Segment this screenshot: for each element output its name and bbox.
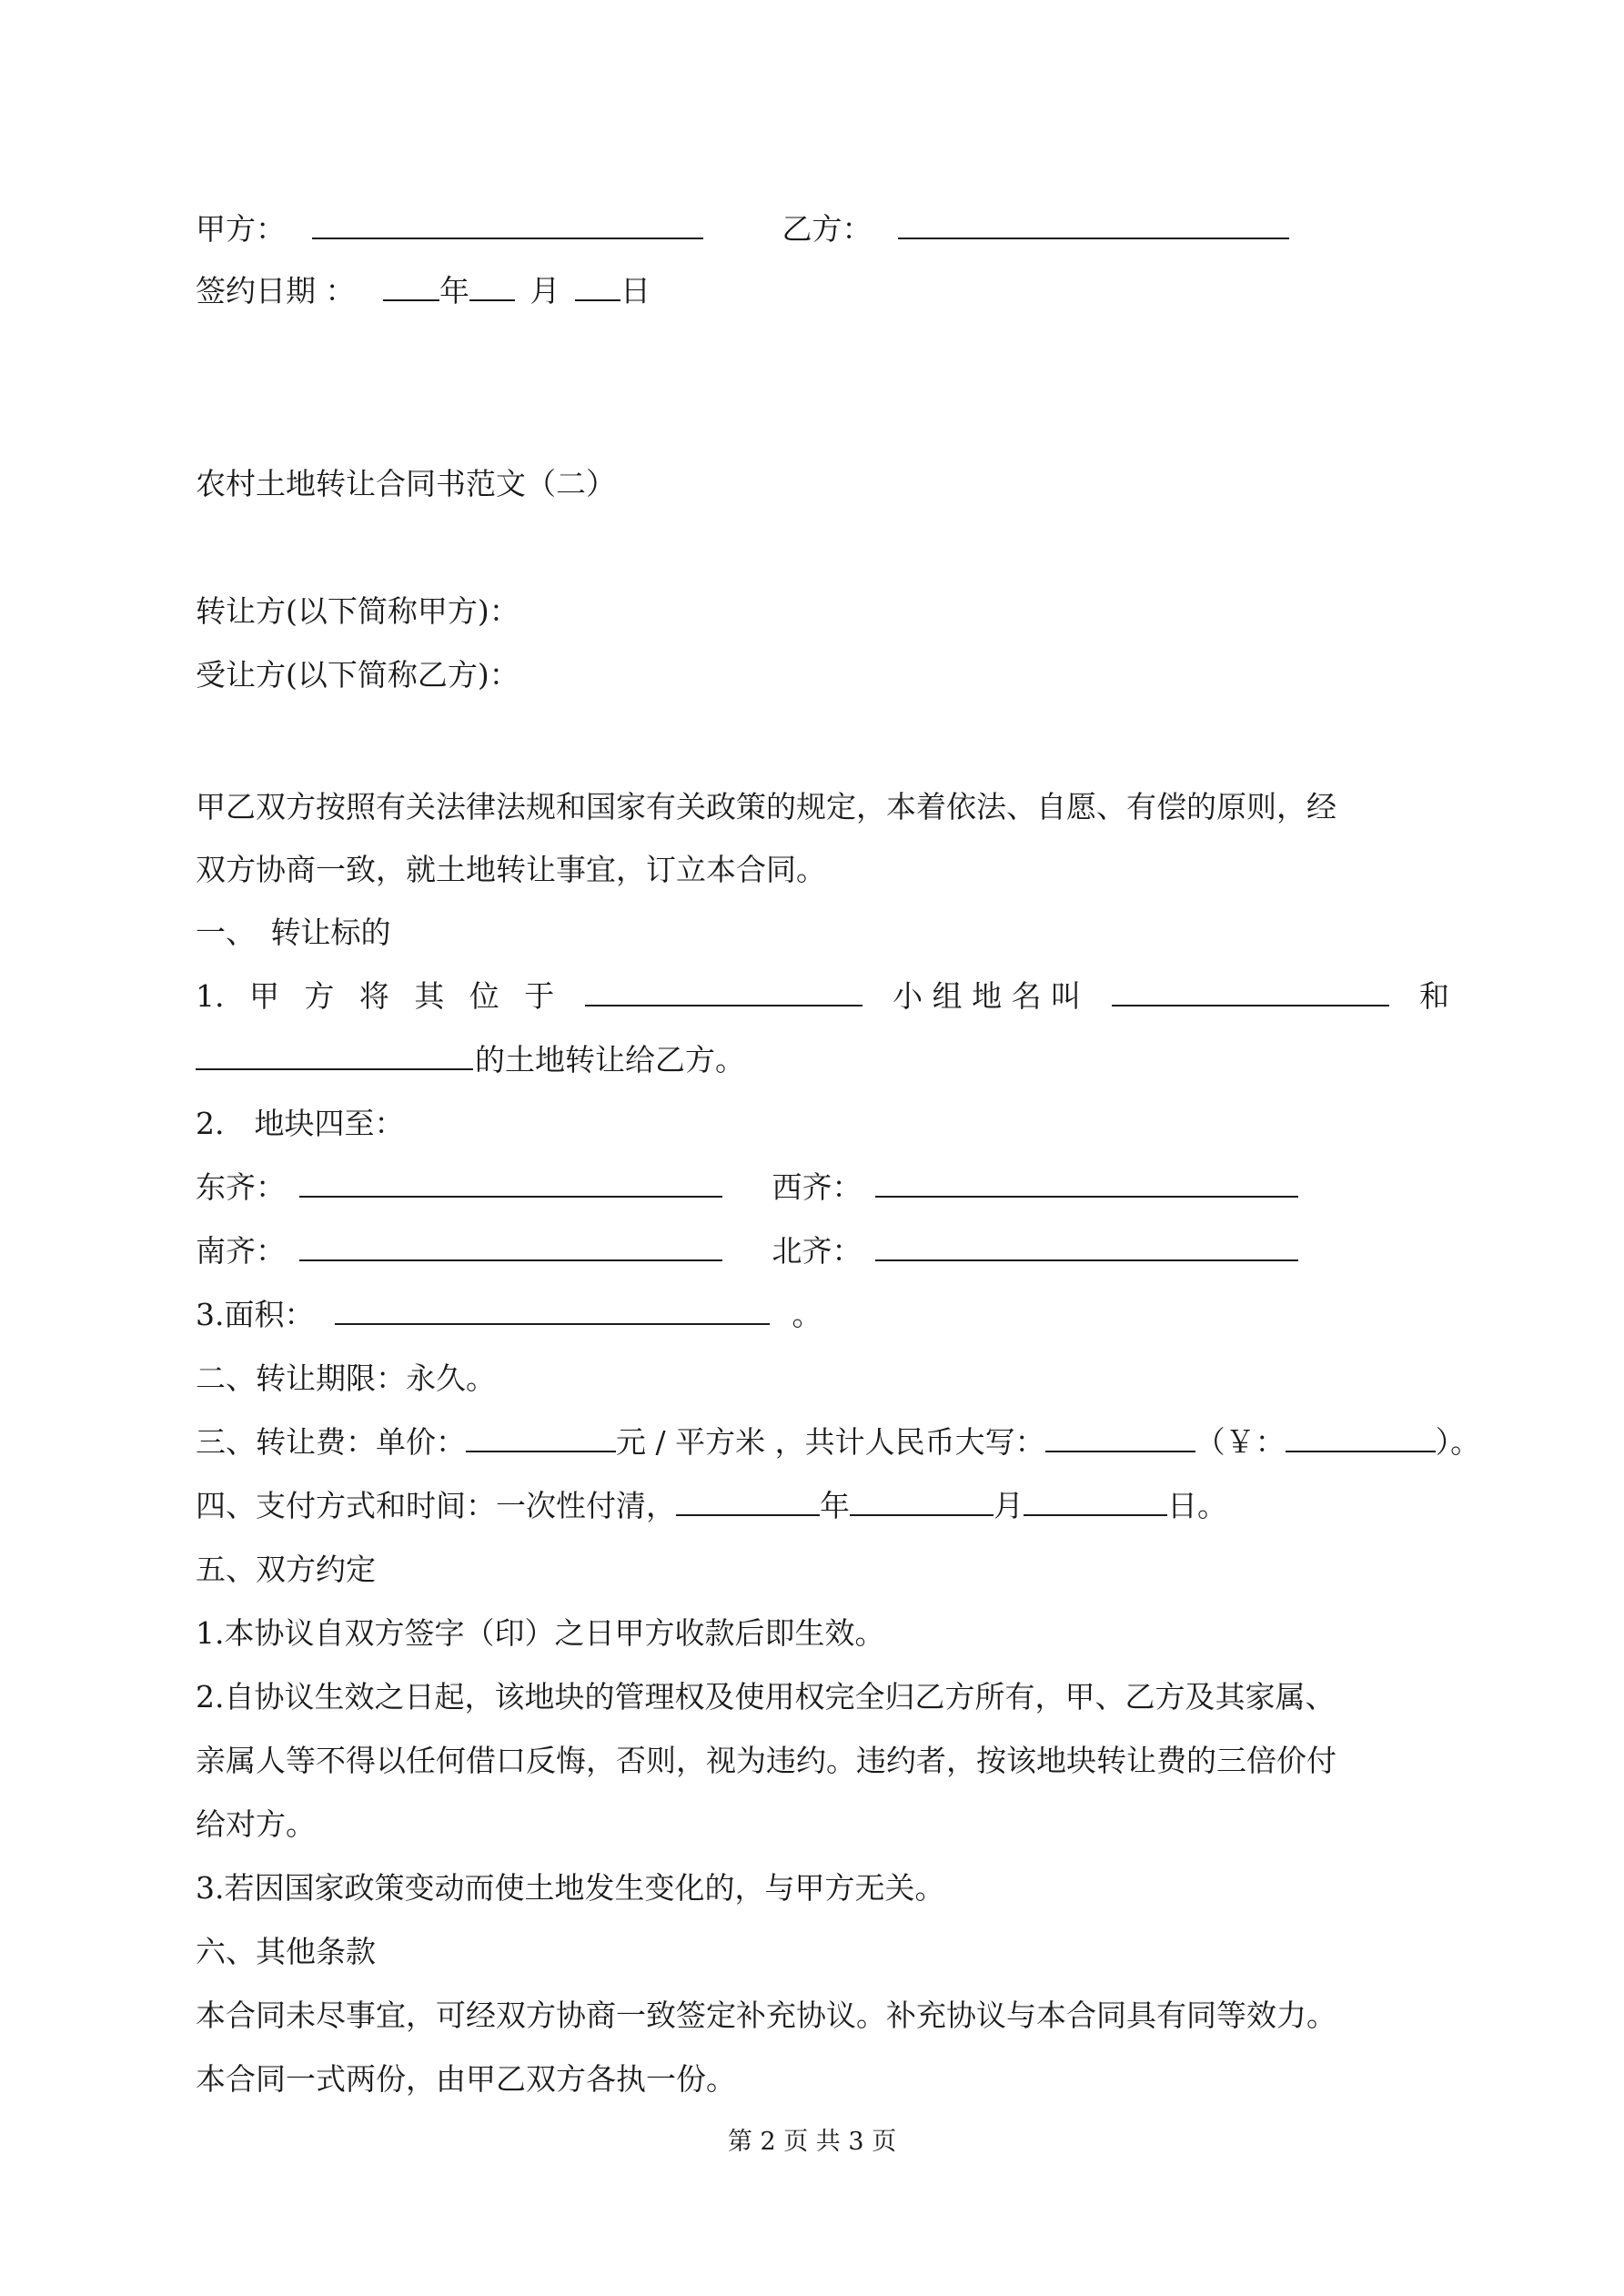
item1-mid-text: 小 组 地 名 叫 [893,978,1082,1014]
pay-day-blank [1024,1489,1167,1516]
transferee-line: 受让方(以下简称乙方)： [196,657,519,693]
pay-day-label: 日。 [1167,1488,1227,1523]
sign-date-line [196,273,651,309]
page-footer: 第 2 页 共 3 页 [727,2128,897,2156]
section5-heading: 五、双方约定 [196,1552,376,1587]
east-label: 东齐： [196,1169,286,1205]
fee-unit-text: 元 / 平方米 ，共计人民币大写： [616,1424,1045,1460]
preamble-line-2: 双方协商一致，就土地转让事宜，订立本合同。 [196,852,826,887]
sign-date-label: 签约日期 ： [196,273,356,308]
section6-line2: 本合同一式两份，由甲乙双方各执一份。 [196,2061,736,2097]
party-a-blank [312,212,703,239]
south-north-line [196,1233,1304,1269]
party-b-label: 乙方： [782,211,873,247]
area-blank [335,1298,770,1325]
west-label: 西齐： [772,1169,862,1205]
party-a-label: 甲方： [196,211,286,247]
west-blank [875,1170,1298,1198]
second-place-blank [196,1043,473,1070]
item1-line2-text: 的土地转让给乙方。 [475,1042,745,1077]
document-title: 农村土地转让合同书范文（二） [196,466,616,501]
section1-item2: 2. 地块四至： [196,1106,405,1141]
item1-char-6: 于 [524,978,555,1014]
pay-month-label: 月 [994,1488,1024,1523]
amount-number-blank [1286,1425,1436,1452]
item1-char-0: 1. [196,978,225,1014]
area-end: 。 [792,1297,822,1332]
section1-item1-line1 [196,978,1449,1015]
sign-year-label: 年 [439,273,469,308]
location-blank [585,979,862,1006]
pay-month-blank [850,1489,994,1516]
section1-item1-line2 [196,1042,745,1078]
fee-end: ）。 [1435,1424,1481,1460]
preamble-line-1: 甲乙双方按照有关法律法规和国家有关政策的规定，本着依法、自愿、有偿的原则，经 [196,789,1337,824]
unit-price-blank [466,1425,616,1452]
section3-fee-line [196,1424,1480,1461]
item1-char-1: 甲 [248,978,279,1014]
item1-char-4: 其 [414,978,445,1014]
signature-parties-line [196,211,1295,248]
place-name-blank [1112,979,1389,1006]
amount-words-blank [1045,1425,1195,1452]
section5-item2-line1: 2.自协议生效之日起，该地块的管理权及使用权完全归乙方所有，甲、乙方及其家属、 [196,1679,1336,1714]
sign-day-label: 日 [620,273,651,308]
fee-label: 三、转让费：单价： [196,1424,466,1460]
section5-item2-line3: 给对方。 [196,1806,316,1842]
east-blank [299,1170,722,1198]
section6-line1: 本合同未尽事宜，可经双方协商一致签定补充协议。补充协议与本合同具有同等效力。 [196,1998,1337,2033]
south-label: 南齐： [196,1233,286,1269]
area-line [196,1297,822,1333]
item1-char-5: 位 [469,978,499,1014]
item1-char-2: 方 [304,978,335,1014]
east-west-line [196,1169,1304,1206]
pay-year-blank [676,1489,820,1516]
sign-year-blank [383,274,439,301]
section5-item3: 3.若因国家政策变动而使土地发生变化的，与甲方无关。 [196,1870,945,1906]
sign-month-label: 月 [530,273,560,308]
item1-char-3: 将 [358,978,389,1014]
party-b-blank [898,212,1289,239]
north-blank [875,1234,1298,1261]
payment-label: 四、支付方式和时间：一次性付清， [196,1488,676,1523]
section2-term: 二、转让期限：永久。 [196,1360,496,1396]
section5-item1: 1.本协议自双方签字（印）之日甲方收款后即生效。 [196,1615,885,1651]
area-label: 3.面积： [196,1297,315,1332]
sign-day-blank [575,274,620,301]
section4-payment-line [196,1488,1227,1524]
south-blank [299,1234,722,1261]
pay-year-label: 年 [820,1488,850,1523]
transferor-line: 转让方(以下简称甲方)： [196,593,519,629]
sign-month-blank [469,274,515,301]
north-label: 北齐： [772,1233,862,1269]
item1-end-text: 和 [1419,978,1449,1014]
section6-heading: 六、其他条款 [196,1934,376,1969]
section1-heading: 一、 转让标的 [196,915,391,950]
section5-item2-line2: 亲属人等不得以任何借口反悔，否则，视为违约。违约者，按该地块转让费的三倍价付 [196,1743,1337,1778]
yen-label: （￥： [1195,1424,1286,1460]
